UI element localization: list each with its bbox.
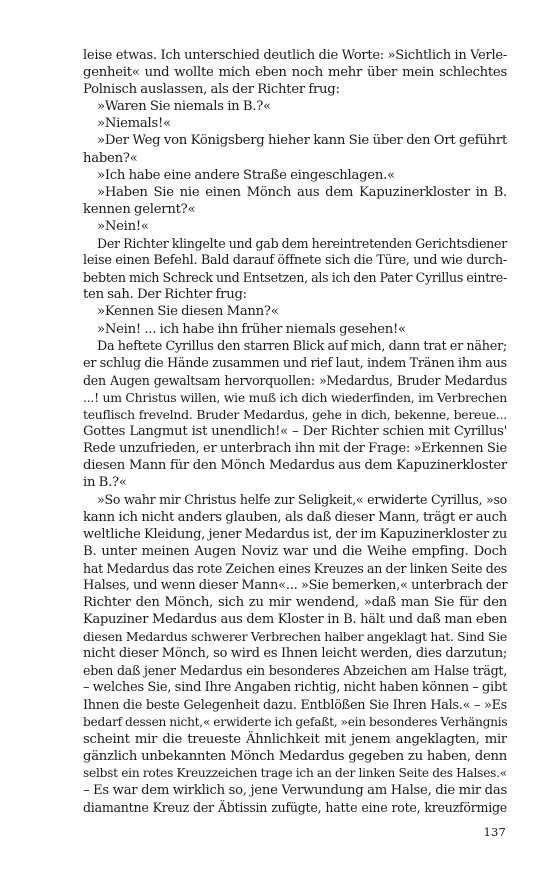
- text-line: nicht dieser Mönch, so wird es Ihnen leicht werden, dies darzutun;: [83, 646, 507, 662]
- text-line: haben?«: [83, 150, 138, 166]
- text-line: diesen Medardus schwerer Verbrechen halber angeklagt hat. Sind Sie: [83, 629, 507, 645]
- text-line: B. unter meinen Augen Noviz war und die Weihe empfing. Doch: [83, 543, 507, 559]
- text-line: diamantne Kreuz der Äbtissin zufügte, hatte eine rote, kreuzförmige: [83, 800, 507, 816]
- text-line: »Ich habe eine andere Straße eingeschlagen.«: [97, 167, 395, 183]
- text-line: leise etwas. Ich unterschied deutlich die Worte: »Sichtlich in Verle-: [83, 48, 507, 63]
- text-line: – welches Sie, sind Ihre Angaben richtig, nicht haben können – gibt: [83, 680, 507, 696]
- text-line: teuflisch frevelnd. Bruder Medardus, gehe in dich, bekenne, bereue...: [83, 406, 507, 422]
- text-line: Ihnen die beste Gelegenheit dazu. Entblößen Sie Ihren Hals.« – »Es: [83, 697, 507, 713]
- text-line: kann ich nicht anders glauben, als daß dieser Mann, trägt er auch: [83, 509, 507, 525]
- text-line: – Es war dem wirklich so, jene Verwundung am Halse, die mir das: [83, 783, 507, 799]
- text-line: »Nein! ... ich habe ihn früher niemals gesehen!«: [97, 321, 406, 337]
- text-line: »So wahr mir Christus helfe zur Seligkeit,« erwiderte Cyrillus, »so: [97, 492, 507, 508]
- text-line: Gottes Langmut ist unendlich!« – Der Richter schien mit Cyrillus': [83, 424, 507, 440]
- text-line: Richter den Mönch, sich zu mir wendend, »daß man Sie für den: [83, 595, 507, 610]
- text-line: Rede unzufrieden, er unterbrach ihn mit der Frage: »Erkennen Sie: [83, 441, 507, 457]
- text-line: »Waren Sie niemals in B.?«: [97, 99, 271, 115]
- text-line: in B.?«: [83, 475, 127, 491]
- text-line: Polnisch auslassen, als der Richter frug:: [83, 82, 340, 98]
- text-line: »Der Weg von Königsberg hieher kann Sie über den Ort geführt: [97, 133, 507, 149]
- text-line: gänzlich unbekannten Mönch Medardus gegeben zu haben, denn: [83, 748, 507, 764]
- text-line: »Nein!«: [97, 218, 149, 234]
- book-page-text: [83, 47, 507, 816]
- text-line: »Haben Sie nie einen Mönch aus dem Kapuzinerkloster in B.: [97, 184, 507, 200]
- text-line: bedarf dessen nicht,« erwiderte ich gefaßt, »ein besonderes Verhängnis: [83, 714, 508, 729]
- text-line: Kapuziner Medardus aus dem Kloster in B. hält und daß man eben: [83, 612, 507, 628]
- page-number: 137: [483, 825, 506, 839]
- text-line: diesen Mann für den Mönch Medardus aus dem Kapuzinerkloster: [83, 458, 507, 474]
- text-line: kennen gelernt?«: [83, 201, 196, 217]
- text-line: eben daß jener Medardus ein besonderes Abzeichen am Halse trägt,: [83, 663, 507, 679]
- text-line: scheint mir die treueste Ähnlichkeit mit jenem angeklagten, mir: [83, 731, 507, 747]
- text-line: bebten mich Schreck und Entsetzen, als ich den Pater Cyrillus eintre-: [83, 270, 507, 286]
- text-line: »Niemals!«: [97, 116, 171, 132]
- text-line: genheit« und wollte mich eben noch mehr über mein schlechtes: [83, 65, 507, 81]
- text-line: leise einen Befehl. Bald darauf öffnete sich die Türe, und wie durch-: [83, 253, 507, 269]
- text-line: Da heftete Cyrillus den starren Blick auf mich, dann trat er näher;: [97, 338, 507, 354]
- text-line: Der Richter klingelte und gab dem hereintretenden Gerichtsdiener: [97, 236, 507, 252]
- text-line: ten sah. Der Richter frug:: [83, 287, 247, 303]
- text-line: den Augen gewaltsam hervorquollen: »Medardus, Bruder Medardus: [83, 372, 507, 388]
- text-line: hat Medardus das rote Zeichen eines Kreuzes an der linken Seite des: [83, 560, 507, 576]
- text-line: er schlug die Hände zusammen und rief laut, indem Tränen ihm aus: [83, 355, 507, 371]
- text-line: selbst ein rotes Kreuzzeichen trage ich an der linken Seite des Halses.«: [83, 765, 507, 780]
- text-line: »Kennen Sie diesen Mann?«: [97, 304, 279, 320]
- text-line: ...! um Christus willen, wie muß ich dich wiederfinden, im Verbrechen: [83, 389, 507, 405]
- text-line: Halses, und wenn dieser Mann«... »Sie bemerken,« unterbrach der: [83, 577, 508, 593]
- text-line: weltliche Kleidung, jener Medardus ist, der im Kapuzinerkloster zu: [83, 526, 507, 542]
